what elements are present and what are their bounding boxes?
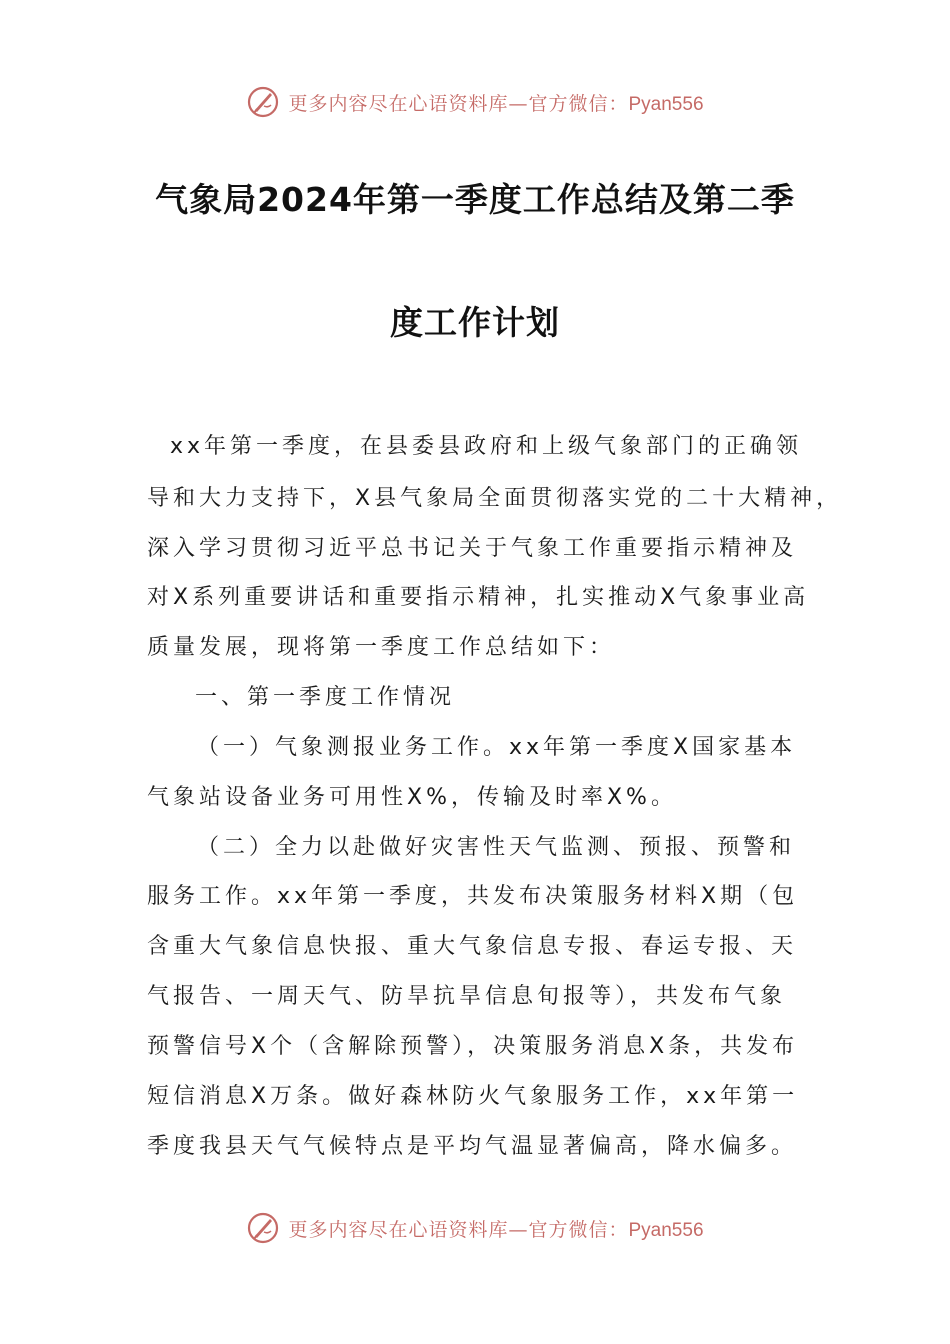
paragraph-line: 对X系列重要讲话和重要指示精神，扎实推动X气象事业高 [147, 585, 810, 610]
paragraph-line: （一）气象测报业务工作。xx年第一季度X国家基本 [197, 735, 797, 760]
watermark-text: 更多内容尽在心语资料库—官方微信：Pyan556 [288, 1218, 704, 1241]
quill-logo-icon [246, 1211, 280, 1245]
paragraph-line: 季度我县天气气候特点是平均气温显著偏高，降水偏多。 [147, 1134, 798, 1159]
paragraph-line: 气象站设备业务可用性X%，传输及时率X%。 [147, 785, 677, 810]
wechat-id: Pyan556 [628, 93, 704, 115]
wechat-id: Pyan556 [628, 1219, 704, 1241]
paragraph-line: xx年第一季度，在县委县政府和上级气象部门的正确领 [170, 434, 803, 459]
quill-logo-icon [246, 85, 280, 119]
paragraph-line: 导和大力支持下，X县气象局全面贯彻落实党的二十大精神， [147, 486, 843, 511]
paragraph-line: 气报告、一周天气、防旱抗旱信息旬报等），共发布气象 [147, 984, 787, 1009]
document-title-line-1: 气象局2024年第一季度工作总结及第二季 [155, 180, 795, 219]
watermark-text: 更多内容尽在心语资料库—官方微信：Pyan556 [288, 92, 704, 115]
paragraph-line: （二）全力以赴做好灾害性天气监测、预报、预警和 [197, 835, 796, 860]
paragraph-line: 服务工作。xx年第一季度，共发布决策服务材料X期（包 [147, 884, 799, 909]
paragraph-line: 含重大气象信息快报、重大气象信息专报、春运专报、天 [147, 934, 798, 959]
paragraph-line: 质量发展，现将第一季度工作总结如下： [147, 635, 616, 660]
paragraph-line: 短信消息X万条。做好森林防火气象服务工作，xx年第一 [147, 1084, 799, 1109]
section-heading: 一、第一季度工作情况 [195, 685, 456, 710]
paragraph-line: 深入学习贯彻习近平总书记关于气象工作重要指示精神及 [147, 536, 798, 561]
watermark-banner-top [0, 80, 950, 124]
watermark-banner-bottom [0, 1206, 950, 1250]
paragraph-line: 预警信号X个（含解除预警），决策服务消息X条，共发布 [147, 1034, 799, 1059]
document-title-line-2: 度工作计划 [390, 303, 560, 342]
